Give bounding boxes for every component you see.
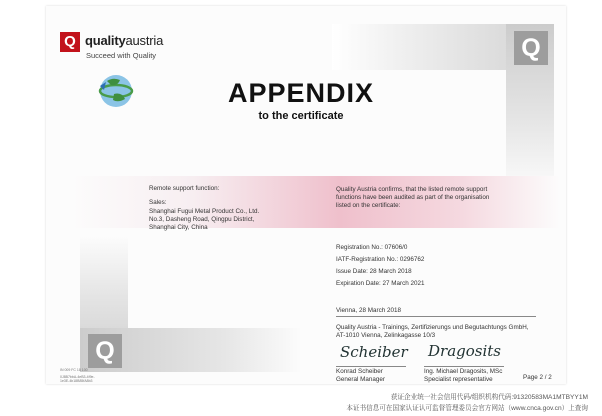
verification-code-line: 0J8B7bbA-4eB3-4f9e-: [60, 375, 95, 379]
document-subtitle: to the certificate: [258, 110, 344, 122]
quality-austria-logo: Q: [60, 32, 80, 52]
signatory-name: Konrad Scheiber: [336, 368, 383, 375]
company-address-line: Shanghai Fugui Metal Product Co., Ltd.: [149, 208, 260, 215]
signature-rule: [424, 366, 504, 367]
page-number: Page 2 / 2: [523, 374, 552, 381]
issuer-line: AT-1010 Vienna, Zelinkagasse 10/3: [336, 332, 436, 340]
brand-name-bold: quality: [85, 33, 126, 48]
remote-support-label: Remote support function:: [149, 185, 220, 192]
company-address-line: Shanghai City, China: [149, 224, 208, 232]
statement-line: functions have been audited as part of the organisation: [336, 194, 490, 202]
q-watermark-top: Q: [514, 31, 548, 65]
signatory-name: Ing. Michael Dragosits, MSc: [424, 368, 503, 375]
verification-code: [60, 375, 95, 383]
statement-line: Quality Austria confirms, that the listed remote support: [336, 186, 488, 193]
verification-code-line: 1e3E-4b18B85fA8b3: [60, 379, 93, 384]
issuer-line: Quality Austria - Trainings, Zertifizierungs und Begutachtungs GmbH,: [336, 324, 529, 331]
q-watermark-bottom: Q: [88, 334, 122, 368]
signature-rule: [336, 366, 406, 367]
brand-name-light: austria: [125, 33, 164, 48]
brand-tagline: Succeed with Quality: [86, 51, 157, 60]
document-title: APPENDIX: [227, 78, 375, 108]
expiration-date: Expiration Date: 27 March 2021: [336, 280, 425, 287]
cn-verification-note: 本证书信息可在国家认证认可监督管理委员会官方网站（www.cnca.gov.cn）上查询: [346, 405, 588, 412]
signatory-role: General Manager: [336, 376, 386, 384]
signatory-2: [424, 368, 502, 384]
signature-dragosits: Dragosits: [428, 342, 501, 360]
registration-number: Registration No.: 07606/0: [336, 244, 408, 251]
statement-line: listed on the certificate:: [336, 202, 401, 210]
place-date: Vienna, 28 March 2018: [336, 307, 401, 314]
issuer-address: [336, 324, 529, 340]
place-date-rule: [336, 316, 536, 317]
cn-credit-code: 获证企业统一社会信用代码/组织机构代码:91320583MA1MTBYY1M: [390, 394, 588, 401]
confirmation-statement: [336, 186, 489, 211]
issue-date: Issue Date: 28 March 2018: [336, 268, 412, 275]
iatf-registration-number: IATF-Registration No.: 0296762: [336, 256, 425, 263]
company-address: [149, 208, 259, 233]
signatory-role: Specialist representative: [424, 376, 493, 384]
brand-name: [85, 33, 163, 48]
document-id: IN 009 FC 18 100: [60, 368, 88, 372]
sales-label: Sales:: [149, 199, 167, 206]
signatory-1: [336, 368, 385, 384]
company-address-line: No.3, Dasheng Road, Qingpu District,: [149, 216, 255, 224]
signature-scheiber: Scheiber: [340, 343, 408, 361]
